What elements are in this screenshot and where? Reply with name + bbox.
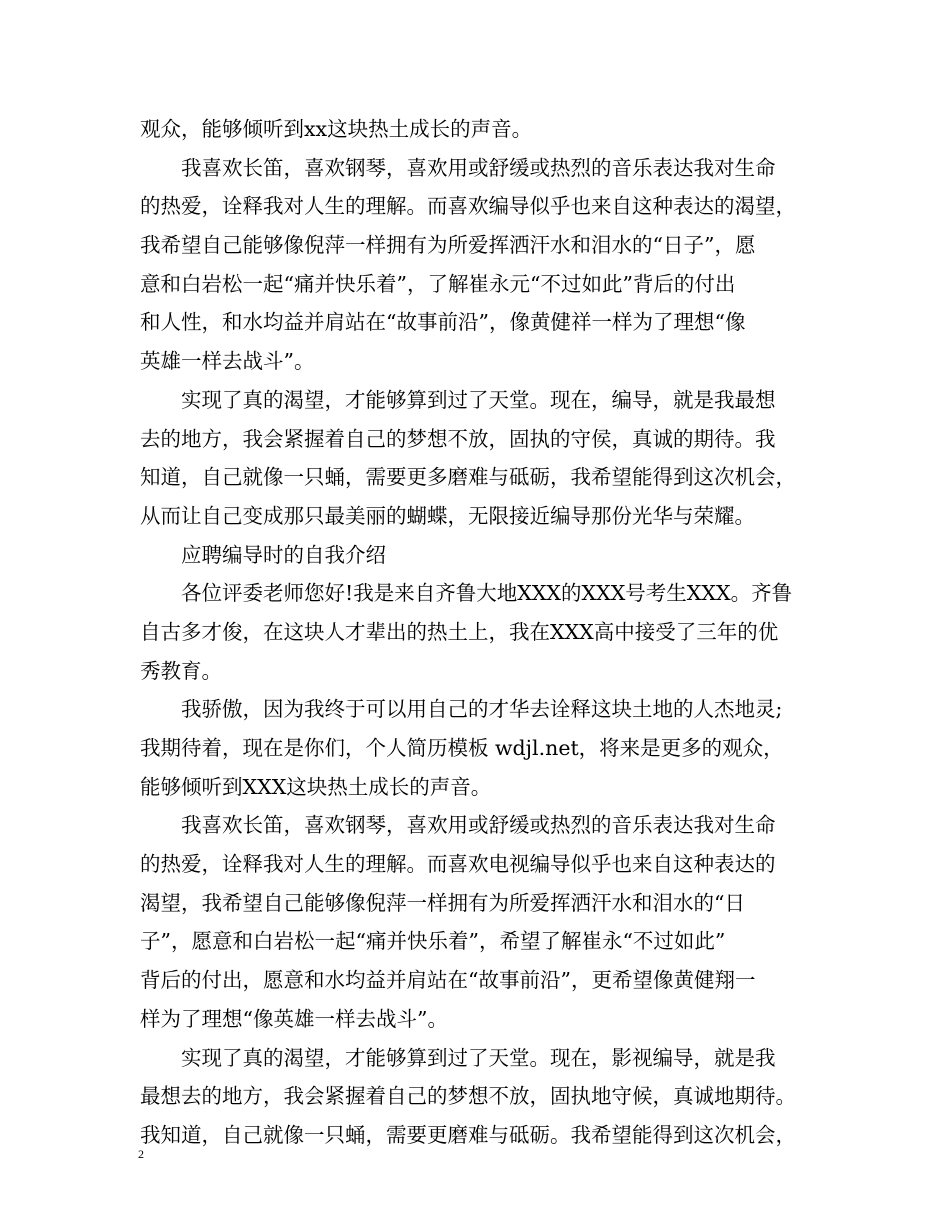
text-line: 我期待着，现在是你们，个人简历模板 wdjl.net，将来是更多的观众， — [140, 736, 784, 760]
text-line: 和人性，和水均益并肩站在“故事前沿”，像黄健祥一样为了理想“像 — [140, 310, 746, 335]
text-line: 我喜欢长笛，喜欢钢琴，喜欢用或舒缓或热烈的音乐表达我对生命 — [181, 813, 776, 838]
text-line: 的热爱，诠释我对人生的理解。而喜欢编导似乎也来自这种表达的渴望， — [140, 194, 796, 219]
text-line: 知道，自己就像一只蛹，需要更多磨难与砥砺，我希望能得到这次机会， — [140, 465, 796, 490]
text-line: 实现了真的渴望，才能够算到过了天堂。现在，编导，就是我最想 — [181, 387, 776, 412]
text-line: 英雄一样去战斗”。 — [140, 349, 315, 374]
text-line: 我骄傲，因为我终于可以用自己的才华去诠释这块土地的人杰地灵; — [181, 697, 783, 722]
text-line: 实现了真的渴望，才能够算到过了天堂。现在，影视编导，就是我 — [181, 1045, 776, 1070]
text-line: 我喜欢长笛，喜欢钢琴，喜欢用或舒缓或热烈的音乐表达我对生命 — [181, 155, 776, 180]
text-line: 的热爱，诠释我对人生的理解。而喜欢电视编导似乎也来自这种表达的 — [140, 852, 776, 877]
text-line: 观众，能够倾听到xx这块热土成长的声音。 — [140, 117, 533, 141]
body-text — [140, 110, 816, 1155]
text-line: 背后的付出，愿意和水均益并肩站在“故事前沿”，更希望像黄健翔一 — [140, 968, 756, 993]
text-line: 我知道，自己就像一只蛹，需要更磨难与砥砺。我希望能得到这次机会， — [140, 1122, 796, 1147]
page-number: 2 — [138, 1147, 144, 1161]
text-line: 能够倾听到XXX这块热土成长的声音。 — [140, 774, 492, 799]
text-line: 最想去的地方，我会紧握着自己的梦想不放，固执地守候，真诚地期待。 — [140, 1084, 796, 1109]
text-line: 秀教育。 — [140, 658, 222, 683]
text-line: 意和白岩松一起“痛并快乐着”，了解崔永元“不过如此”背后的付出 — [140, 271, 736, 296]
text-line: 从而让自己变成那只最美丽的蝴蝶，无限接近编导那份光华与荣耀。 — [140, 503, 755, 528]
section-heading: 应聘编导时的自我介绍 — [181, 542, 386, 567]
text-line: 渴望，我希望自己能够像倪萍一样拥有为所爱挥洒汗水和泪水的“日 — [140, 890, 745, 915]
text-line: 我希望自己能够像倪萍一样拥有为所爱挥洒汗水和泪水的“日子”，愿 — [140, 233, 756, 258]
text-line: 自古多才俊，在这块人才辈出的热土上，我在XXX高中接受了三年的优 — [140, 619, 779, 644]
text-line: 样为了理想“像英雄一样去战斗”。 — [140, 1006, 448, 1031]
text-line: 子”，愿意和白岩松一起“痛并快乐着”，希望了解崔永“不过如此” — [140, 929, 726, 954]
text-line: 去的地方，我会紧握着自己的梦想不放，固执的守侯，真诚的期待。我 — [140, 426, 776, 451]
text-line: 各位评委老师您好!我是来自齐鲁大地XXX的XXX号考生XXX。齐鲁 — [181, 581, 793, 606]
